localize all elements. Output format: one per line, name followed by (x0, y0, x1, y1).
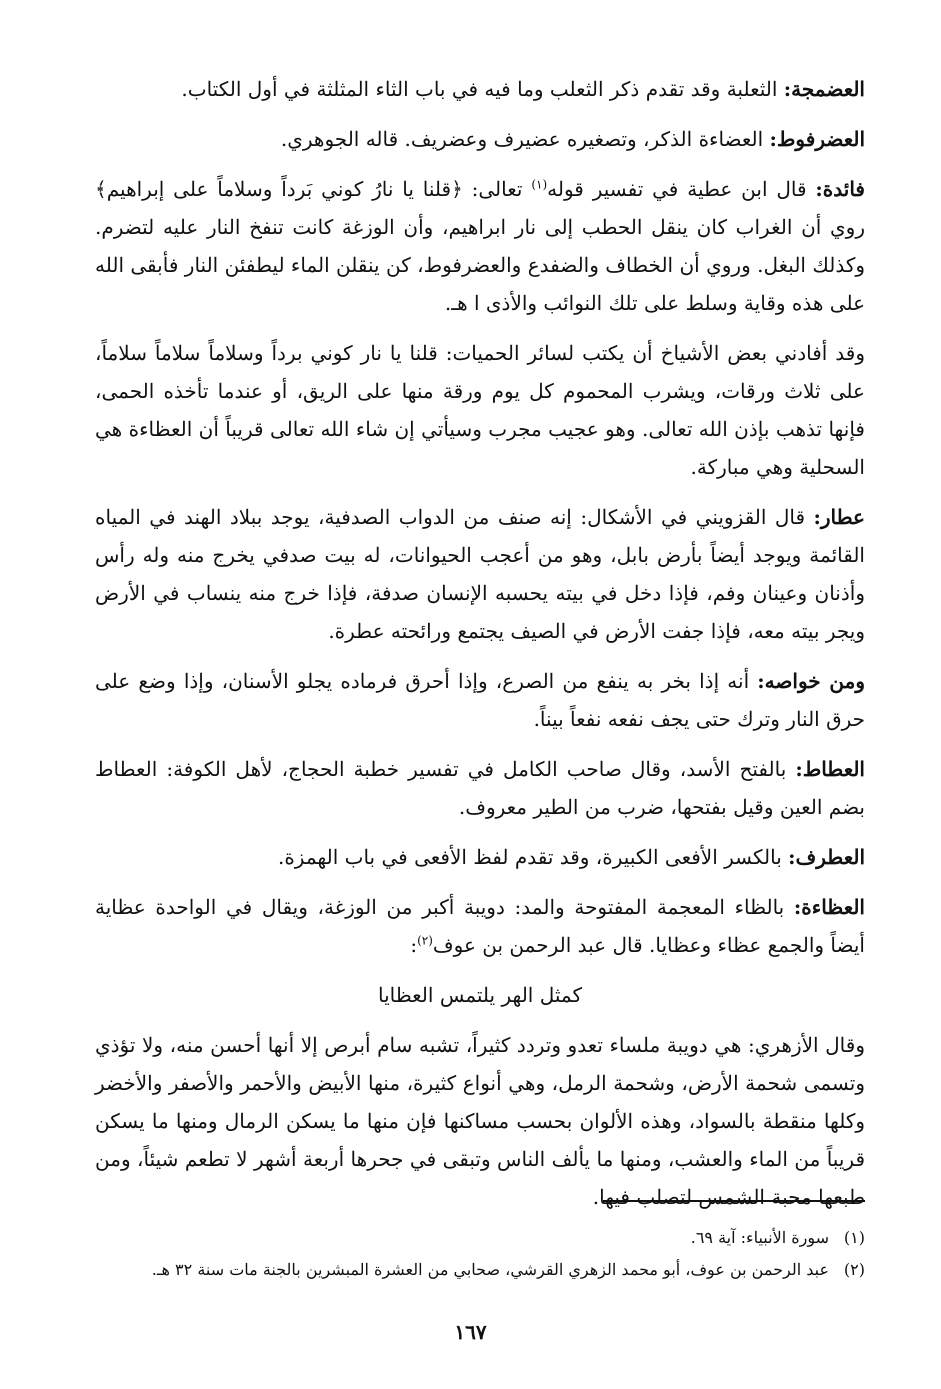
entry-text-continued: تعالى: ﴿قلنا يا نارُ كوني بَرداً وسلاماً على إبراهيم﴾ روي أن الغراب كان ينقل الحطب إلى نار ابراهيم، وأن الوزغة كانت تنفخ النار عليه لتضرم. وكذلك البغل. وروي أن الخطاف والضفدع والعضرفوط، كن ينقلن الماء ليطفئن النار فأبقى الله على هذه وقاية وسلط على تلك النوائب والأذى ا هـ. (95, 177, 866, 315)
footnote-divider (603, 1200, 865, 1202)
entry-text: قال القزويني في الأشكال: إنه صنف من الدواب الصدفية، يوجد ببلاد الهند في المياه القائمة ويوجد أيضاً بأرض بابل، وهو من أعجب الحيوانات، له بيت صدفي يخرج منه وله رأس وأذنان وعينان وفم، فإذا دخل في بيته يحسبه الإنسان صدفة، فإذا خرج منه ينساب في الأرض ويجر بيته معه، فإذا جفت الأرض في الصيف يجتمع ورائحته عطرة. (95, 505, 865, 643)
entry-term: العظاءة: (793, 895, 865, 919)
footnote-2 (95, 1254, 865, 1286)
entry-ataat (95, 750, 865, 826)
entry-text: قال ابن عطية في تفسير قوله (547, 177, 816, 201)
entry-properties (95, 662, 865, 738)
footnote-1 (95, 1222, 865, 1254)
paragraph-azhari (95, 1026, 865, 1216)
entry-text: الثعلبة وقد تقدم ذكر الثعلب وما فيه في باب الثاء المثلثة في أول الكتاب. (181, 77, 784, 101)
footnote-text: عبد الرحمن بن عوف، أبو محمد الزهري القرشي، صحابي من العشرة المبشرين بالجنة مات سنة ٣٢ هـ. (151, 1260, 829, 1279)
entry-term: ومن خواصه: (757, 669, 865, 693)
paragraph-text: وقد أفادني بعض الأشياخ أن يكتب لسائر الحميات: قلنا يا نار كوني برداً وسلاماً سلاماً سلاماً، على ثلاث ورقات، ويشرب المحموم كل يوم ورقة منها على الريق، أو عندما تأخذه الحمى، فإنها تذهب بإذن الله تعالى. وهو عجيب مجرب وسيأتي إن شاء الله تعالى قريباً أن العظاءة هي السحلية وهي مباركة. (95, 341, 865, 479)
entry-text-continued: : (410, 933, 418, 957)
entry-attar (95, 498, 865, 650)
paragraph-fevers (95, 334, 865, 486)
entry-term: العطاط: (795, 757, 865, 781)
poetry-verse: كمثل الهر يلتمس العظايا (378, 983, 582, 1007)
entry-term: العطرف: (788, 845, 865, 869)
entry-atraf (95, 838, 865, 876)
footnotes (95, 1222, 865, 1286)
entry-faida (95, 170, 865, 322)
footnote-text: سورة الأنبياء: آية ٦٩. (690, 1228, 829, 1247)
paragraph-text: وقال الأزهري: هي دويبة ملساء تعدو وتردد كثيراً، تشبه سام أبرص إلا أنها أحسن منه، ولا تؤذي وتسمى شحمة الأرض، وشحمة الرمل، وهي أنواع كثيرة، منها الأبيض والأحمر والأصفر والأخضر وكلها منقطة بالسواد، وهذه الألوان بحسب مساكنها فإن منها ما يسكن الرمال ومنها ما يسكن قريباً من الماء والعشب، ومنها ما يألف الناس وتبقى في جحرها أربعة أشهر لا تطعم شيئاً، ومن طبعها محبة الشمس لتصلب فيها. (95, 1033, 866, 1209)
entry-text: بالكسر الأفعى الكبيرة، وقد تقدم لفظ الأفعى في باب الهمزة. (277, 845, 789, 869)
footnote-number: (١) (843, 1228, 865, 1247)
entry-text: أنه إذا بخر به ينفع من الصرع، وإذا أحرق فرماده يجلو الأسنان، وإذا وضع على حرق النار وترك حتى يجف نفعه نفعاً بيناً. (95, 669, 865, 731)
footnote-ref-1[interactable]: (١) (531, 177, 548, 192)
entry-azaa (95, 888, 865, 964)
entry-text: بالظاء المعجمة المفتوحة والمد: دويبة أكبر من الوزغة، ويقال في الواحدة عظاية أيضاً والجمع عظاء وعظايا. قال عبد الرحمن بن عوف (95, 895, 865, 957)
entry-term: العضرفوط: (769, 127, 865, 151)
entry-text: بالفتح الأسد، وقال صاحب الكامل في تفسير خطبة الحجاج، لأهل الكوفة: العطاط بضم العين وقيل بفتحها، ضرب من الطير معروف. (95, 757, 865, 819)
page-body (95, 70, 865, 1228)
entry-adamja (95, 70, 865, 108)
entry-term: عطار: (813, 505, 865, 529)
entry-adrafut (95, 120, 865, 158)
entry-term: فائدة: (815, 177, 865, 201)
footnote-ref-2[interactable]: (٢) (417, 933, 433, 948)
page-number: ١٦٧ (454, 1320, 487, 1344)
footnote-number: (٢) (843, 1260, 865, 1279)
entry-text: العضاءة الذكر، وتصغيره عضيرف وعضريف. قاله الجوهري. (280, 127, 770, 151)
entry-term: العضمجة: (783, 77, 865, 101)
